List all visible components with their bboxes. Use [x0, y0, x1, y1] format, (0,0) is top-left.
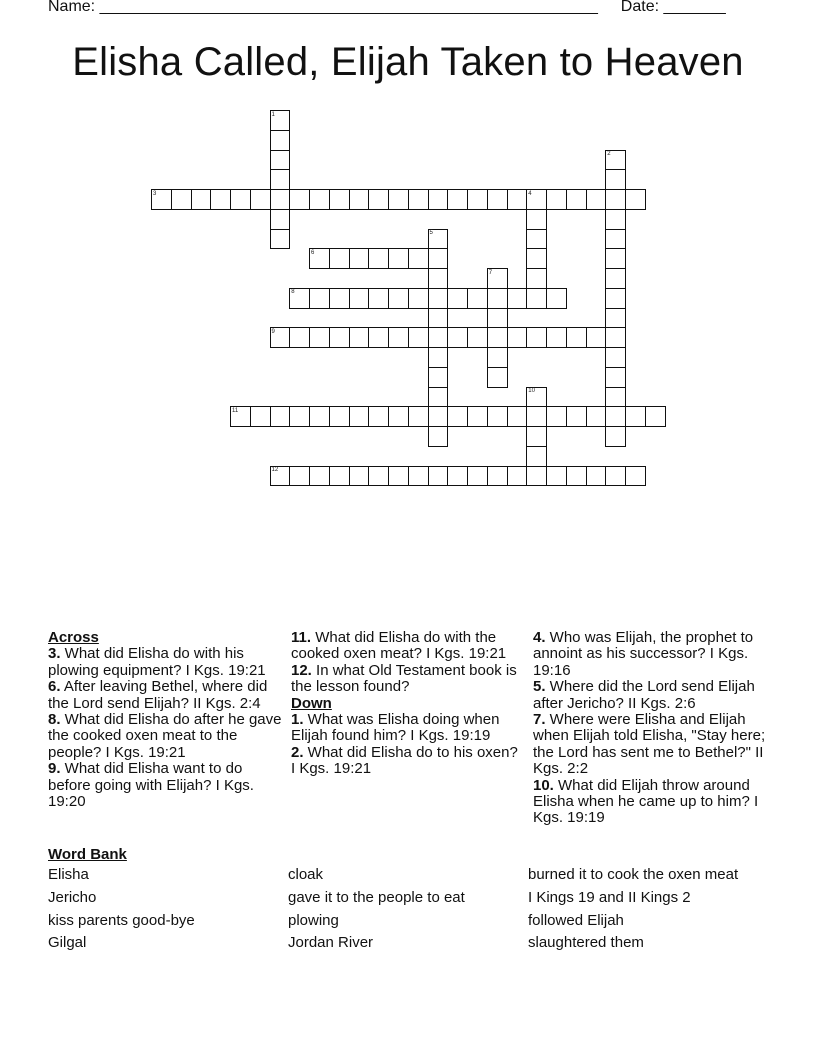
page-title: Elisha Called, Elijah Taken to Heaven [72, 40, 744, 84]
grid-cell[interactable] [368, 466, 389, 487]
clue-number-label: 2 [607, 151, 611, 157]
grid-cell[interactable] [507, 288, 528, 309]
grid-cell[interactable] [526, 327, 547, 348]
grid-cell[interactable] [526, 466, 547, 487]
grid-cell[interactable] [467, 189, 488, 210]
grid-cell[interactable] [546, 406, 567, 427]
grid-cell[interactable] [526, 446, 547, 467]
grid-cell[interactable] [507, 327, 528, 348]
clue-number-label: 12 [271, 467, 279, 473]
grid-cell[interactable] [526, 288, 547, 309]
grid-cell[interactable] [329, 288, 350, 309]
grid-cell[interactable] [526, 229, 547, 250]
grid-cell[interactable] [388, 189, 409, 210]
grid-cell[interactable] [546, 327, 567, 348]
clue-across-6: 6. After leaving Bethel, where did the Lord send Elijah? II Kgs. 2:4 [48, 678, 268, 712]
grid-cell[interactable] [428, 327, 449, 348]
clue-number-label: 3 [153, 190, 157, 197]
grid-cell[interactable] [447, 189, 468, 210]
grid-cell[interactable] [605, 229, 626, 250]
grid-cell[interactable] [625, 406, 646, 427]
grid-cell[interactable] [428, 189, 449, 210]
grid-cell[interactable] [250, 189, 271, 210]
word-bank-item: kiss parents good-bye [48, 912, 195, 929]
grid-cell[interactable] [349, 288, 370, 309]
grid-cell[interactable] [605, 347, 626, 368]
grid-cell[interactable] [428, 466, 449, 487]
grid-cell[interactable] [270, 130, 291, 151]
grid-cell[interactable] [605, 466, 626, 487]
word-bank-item: slaughtered them [528, 934, 644, 951]
grid-cell[interactable] [605, 248, 626, 269]
clue-down-1: 1. What was Elisha doing when Elijah found him? I Kgs. 19:19 [291, 711, 500, 745]
grid-cell[interactable] [566, 327, 587, 348]
grid-cell[interactable] [428, 367, 449, 388]
grid-cell[interactable] [388, 327, 409, 348]
grid-cell[interactable] [250, 406, 271, 427]
grid-cell[interactable] [270, 150, 291, 171]
grid-cell[interactable] [546, 189, 567, 210]
grid-cell[interactable] [368, 288, 389, 309]
grid-cell[interactable] [428, 426, 449, 447]
grid-cell[interactable] [487, 406, 508, 427]
grid-cell[interactable] [487, 189, 508, 210]
down-header: Down [291, 694, 332, 712]
grid-cell[interactable] [408, 466, 429, 487]
grid-cell[interactable] [526, 426, 547, 447]
word-bank-item: plowing [288, 912, 339, 929]
clue-number-label: 8 [291, 289, 295, 296]
crossword-grid [0, 0, 816, 520]
grid-cell[interactable] [289, 406, 310, 427]
grid-cell[interactable] [467, 406, 488, 427]
grid-cell[interactable] [368, 406, 389, 427]
grid-cell[interactable] [329, 406, 350, 427]
grid-cell[interactable] [309, 406, 330, 427]
grid-cell[interactable] [329, 466, 350, 487]
grid-cell[interactable] [605, 426, 626, 447]
grid-cell[interactable] [349, 327, 370, 348]
grid-cell[interactable] [586, 466, 607, 487]
clue-number-label: 7 [488, 269, 493, 276]
grid-cell[interactable] [388, 406, 409, 427]
grid-cell[interactable] [507, 466, 528, 487]
grid-cell[interactable] [546, 466, 567, 487]
grid-cell[interactable] [428, 268, 449, 289]
grid-cell[interactable] [447, 406, 468, 427]
grid-cell[interactable] [546, 288, 567, 309]
word-bank-item: gave it to the people to eat [288, 889, 465, 906]
grid-cell[interactable] [566, 466, 587, 487]
grid-cell[interactable] [329, 327, 350, 348]
grid-cell[interactable] [566, 189, 587, 210]
clue-number-label: 4 [528, 190, 532, 197]
grid-cell[interactable] [625, 466, 646, 487]
grid-cell[interactable] [329, 189, 350, 210]
grid-cell[interactable] [507, 189, 528, 210]
grid-cell[interactable] [270, 229, 291, 250]
grid-cell[interactable] [270, 169, 291, 190]
word-bank-item: I Kings 19 and II Kings 2 [528, 889, 691, 906]
grid-cell[interactable] [428, 347, 449, 368]
grid-cell[interactable] [447, 327, 468, 348]
grid-cell[interactable] [349, 466, 370, 487]
clue-across-9: 9. What did Elisha want to do before going with Elijah? I Kgs. 19:20 [48, 760, 254, 811]
grid-cell[interactable] [329, 248, 350, 269]
word-bank-item: Jordan River [288, 934, 374, 951]
grid-cell[interactable] [605, 367, 626, 388]
clue-number-label: 11 [232, 407, 239, 414]
clue-column-3 [533, 630, 769, 827]
grid-cell[interactable] [388, 248, 409, 269]
clue-number-label: 1 [271, 111, 275, 118]
grid-cell[interactable] [289, 189, 310, 210]
grid-cell[interactable] [309, 288, 330, 309]
clue-down-2: 2. What did Elisha do to his oxen? I Kgs. 19:21 [291, 743, 518, 778]
grid-cell[interactable] [191, 189, 212, 210]
clue-down-4: 4. Who was Elijah, the prophet to annoint as his successor? I Kgs. 19:16 [533, 629, 754, 679]
grid-cell[interactable] [605, 406, 626, 427]
grid-cell[interactable] [270, 406, 291, 427]
word-bank-item: Gilgal [48, 934, 87, 951]
clue-column-1 [48, 630, 284, 810]
grid-cell[interactable] [467, 466, 488, 487]
clue-across-8: 8. What did Elisha do after he gave the cooked oxen meat to the people? I Kgs. 19:21 [48, 711, 282, 761]
grid-cell[interactable] [447, 288, 468, 309]
clue-number-label: 6 [311, 249, 315, 256]
grid-cell[interactable] [428, 308, 449, 329]
grid-cell[interactable] [467, 288, 488, 309]
grid-cell[interactable] [586, 406, 607, 427]
grid-cell[interactable] [428, 248, 449, 269]
name-field[interactable]: ________________________________________________________ [99, 0, 598, 15]
clue-across-3: 3. What did Elisha do with his plowing equipment? I Kgs. 19:21 [48, 645, 266, 679]
date-label: Date: [620, 0, 660, 15]
grid-cell[interactable] [605, 288, 626, 309]
grid-cell[interactable] [270, 209, 291, 230]
grid-cell[interactable] [526, 248, 547, 269]
grid-cell[interactable] [467, 327, 488, 348]
grid-cell[interactable] [645, 406, 666, 427]
grid-cell[interactable] [586, 189, 607, 210]
grid-cell[interactable] [526, 268, 547, 289]
grid-cell[interactable] [487, 466, 508, 487]
grid-cell[interactable] [605, 327, 626, 348]
grid-cell[interactable] [487, 367, 508, 388]
word-bank-item: Jericho [48, 889, 97, 906]
grid-cell[interactable] [605, 189, 626, 210]
grid-cell[interactable] [428, 288, 449, 309]
word-bank-item: Elisha [48, 866, 89, 883]
grid-cell[interactable] [388, 466, 409, 487]
grid-cell[interactable] [487, 308, 508, 329]
grid-cell[interactable] [428, 406, 449, 427]
across-header: Across [48, 629, 99, 646]
clue-column-2 [291, 630, 523, 778]
word-bank-item: cloak [288, 866, 324, 883]
grid-cell[interactable] [309, 327, 330, 348]
grid-cell[interactable] [309, 466, 330, 487]
grid-cell[interactable] [526, 209, 547, 230]
grid-cell[interactable] [368, 189, 389, 210]
grid-cell[interactable] [230, 189, 251, 210]
grid-cell[interactable] [349, 189, 370, 210]
grid-cell[interactable] [349, 406, 370, 427]
clue-down-10: 10. What did Elijah throw around Elisha when he came up to him? I Kgs. 19:19 [533, 776, 759, 827]
grid-cell[interactable] [270, 189, 291, 210]
grid-cell[interactable] [447, 466, 468, 487]
grid-cell[interactable] [605, 308, 626, 329]
grid-cell[interactable] [408, 248, 429, 269]
word-bank-item: followed Elijah [528, 912, 624, 929]
date-field[interactable]: _______ [663, 0, 726, 15]
grid-cell[interactable] [309, 189, 330, 210]
grid-cell[interactable] [289, 466, 310, 487]
grid-cell[interactable] [171, 189, 192, 210]
grid-cell[interactable] [605, 387, 626, 408]
grid-cell[interactable] [368, 327, 389, 348]
clue-number-label: 5 [429, 230, 433, 236]
grid-cell[interactable] [487, 327, 508, 348]
grid-cell[interactable] [349, 248, 370, 269]
name-label: Name: [48, 0, 96, 15]
grid-cell[interactable] [388, 288, 409, 309]
clue-down-5: 5. Where did the Lord send Elijah after Jericho? II Kgs. 2:6 [533, 678, 755, 712]
grid-cell[interactable] [605, 209, 626, 230]
grid-cell[interactable] [408, 189, 429, 210]
grid-cell[interactable] [408, 327, 429, 348]
grid-cell[interactable] [428, 387, 449, 408]
word-bank-header: Word Bank [48, 846, 127, 863]
clue-number-label: 9 [271, 328, 275, 335]
grid-cell[interactable] [605, 169, 626, 190]
grid-cell[interactable] [408, 406, 429, 427]
word-bank-item: burned it to cook the oxen meat [528, 866, 739, 883]
grid-cell[interactable] [210, 189, 231, 210]
grid-cell[interactable] [625, 189, 646, 210]
grid-cell[interactable] [566, 406, 587, 427]
clue-down-7: 7. Where were Elisha and Elijah when Elijah told Elisha, "Stay here; the Lord has sent me to Bethel?" II Kgs. 2:2 [533, 711, 766, 778]
clue-number-label: 10 [528, 388, 535, 394]
grid-cell[interactable] [487, 288, 508, 309]
clue-across-11: 11. What did Elisha do with the cooked oxen meat? I Kgs. 19:21 [291, 629, 507, 663]
grid-cell[interactable] [526, 406, 547, 427]
grid-cell[interactable] [487, 347, 508, 368]
grid-cell[interactable] [507, 406, 528, 427]
grid-cell[interactable] [289, 327, 310, 348]
grid-cell[interactable] [605, 268, 626, 289]
clue-across-12: 12. In what Old Testament book is the lesson found? [291, 661, 517, 696]
grid-cell[interactable] [408, 288, 429, 309]
grid-cell[interactable] [586, 327, 607, 348]
grid-cell[interactable] [368, 248, 389, 269]
